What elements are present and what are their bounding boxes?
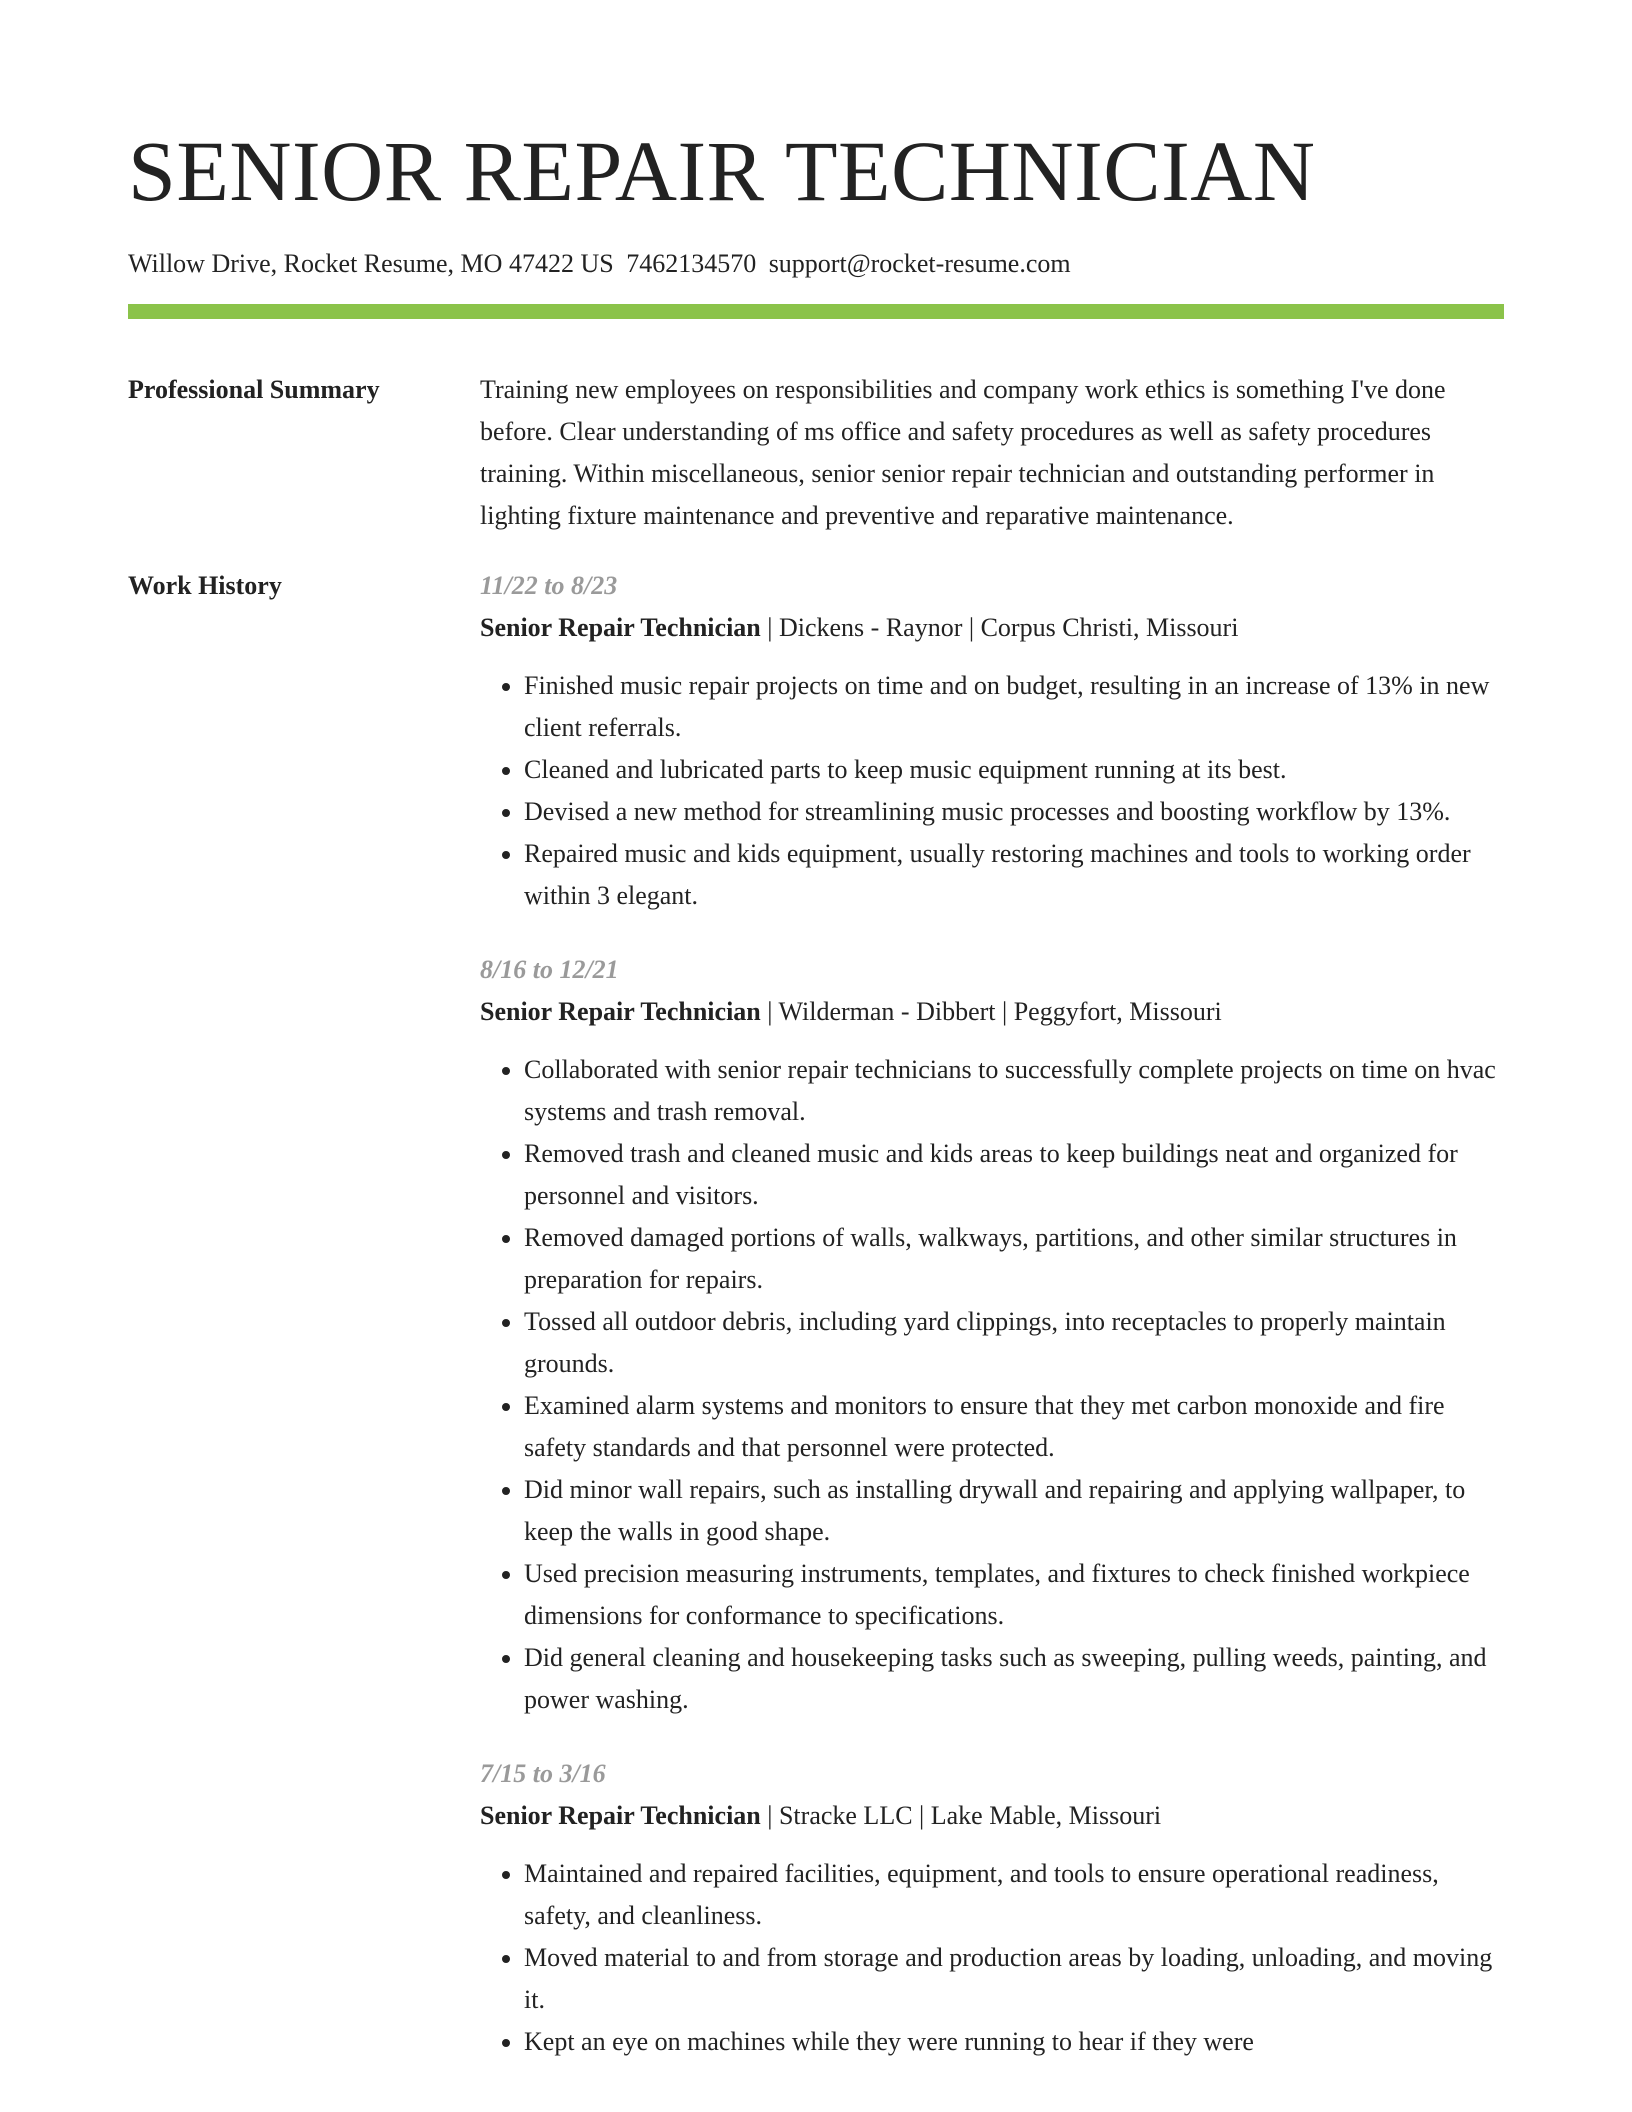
job-bullet: • Did general cleaning and housekeeping tasks such as sweeping, pulling weeds, painting, and power washing. [524,1637,1504,1721]
job-entry [480,949,1504,1721]
job-dates: 11/22 to 8/23 [480,571,618,600]
job-bullet: • Cleaned and lubricated parts to keep music equipment running at its best. [524,749,1504,791]
job-bullet: • Devised a new method for streamlining music processes and boosting workflow by 13%. [524,791,1504,833]
contact-phone: 7462134570 [626,249,757,278]
contact-email: support@rocket-resume.com [768,249,1071,278]
work-history-section [128,565,1504,2095]
job-title: Senior Repair Technician [480,613,761,642]
resume-name: SENIOR REPAIR TECHNICIAN [128,123,1316,219]
job-bullet: • Finished music repair projects on time and on budget, resulting in an increase of 13% in new client referrals. [524,665,1504,749]
job-bullet: • Tossed all outdoor debris, including yard clippings, into receptacles to properly maintain grounds. [524,1301,1504,1385]
job-bullet: • Used precision measuring instruments, templates, and fixtures to check finished workpiece dimensions for conformance to specifications. [524,1553,1504,1637]
job-dates: 7/15 to 3/16 [480,1759,606,1788]
summary-text: Training new employees on responsibilities and company work ethics is something I've done before. Clear understanding of ms office and safety procedures as well as safety procedures training. Within miscellaneous, senior senior repair technician and outstanding performer in lighting fixture maintenance and preventive and reparative maintenance. [480,375,1446,530]
job-company-location: | Stracke LLC | Lake Mable, Missouri [760,1801,1162,1830]
contact-line [128,248,1504,280]
job-bullet: • Moved material to and from storage and production areas by loading, unloading, and moving it. [524,1937,1504,2021]
job-title-line [480,1795,1504,1837]
summary-heading: Professional Summary [128,375,380,404]
job-bullet: • Collaborated with senior repair technicians to successfully complete projects on time on hvac systems and trash removal. [524,1049,1504,1133]
header-divider [128,304,1504,319]
job-bullet: • Repaired music and kids equipment, usually restoring machines and tools to working order within 3 elegant. [524,833,1504,917]
job-title: Senior Repair Technician [480,1801,761,1830]
summary-section [128,369,1504,537]
job-entry [480,1753,1504,2063]
resume-page [128,0,1504,2095]
job-bullet: • Removed trash and cleaned music and kids areas to keep buildings neat and organized for personnel and visitors. [524,1133,1504,1217]
job-bullets [480,665,1504,917]
job-company-location: | Dickens - Raynor | Corpus Christi, Missouri [760,613,1239,642]
job-list [480,565,1504,2095]
job-title-line [480,607,1504,649]
job-bullets [480,1853,1504,2063]
job-bullet: • Kept an eye on machines while they were running to hear if they were [524,2021,1504,2063]
job-entry [480,565,1504,917]
job-bullet: • Removed damaged portions of walls, walkways, partitions, and other similar structures in preparation for repairs. [524,1217,1504,1301]
job-dates: 8/16 to 12/21 [480,955,619,984]
job-title: Senior Repair Technician [480,997,761,1026]
contact-address: Willow Drive, Rocket Resume, MO 47422 US [128,249,614,278]
job-bullet: • Examined alarm systems and monitors to ensure that they met carbon monoxide and fire safety standards and that personnel were protected. [524,1385,1504,1469]
job-company-location: | Wilderman - Dibbert | Peggyfort, Missouri [760,997,1222,1026]
job-bullet: • Did minor wall repairs, such as installing drywall and repairing and applying wallpaper, to keep the walls in good shape. [524,1469,1504,1553]
job-title-line [480,991,1504,1033]
job-bullets [480,1049,1504,1721]
work-history-heading: Work History [128,571,282,600]
job-bullet: • Maintained and repaired facilities, equipment, and tools to ensure operational readiness, safety, and cleanliness. [524,1853,1504,1937]
